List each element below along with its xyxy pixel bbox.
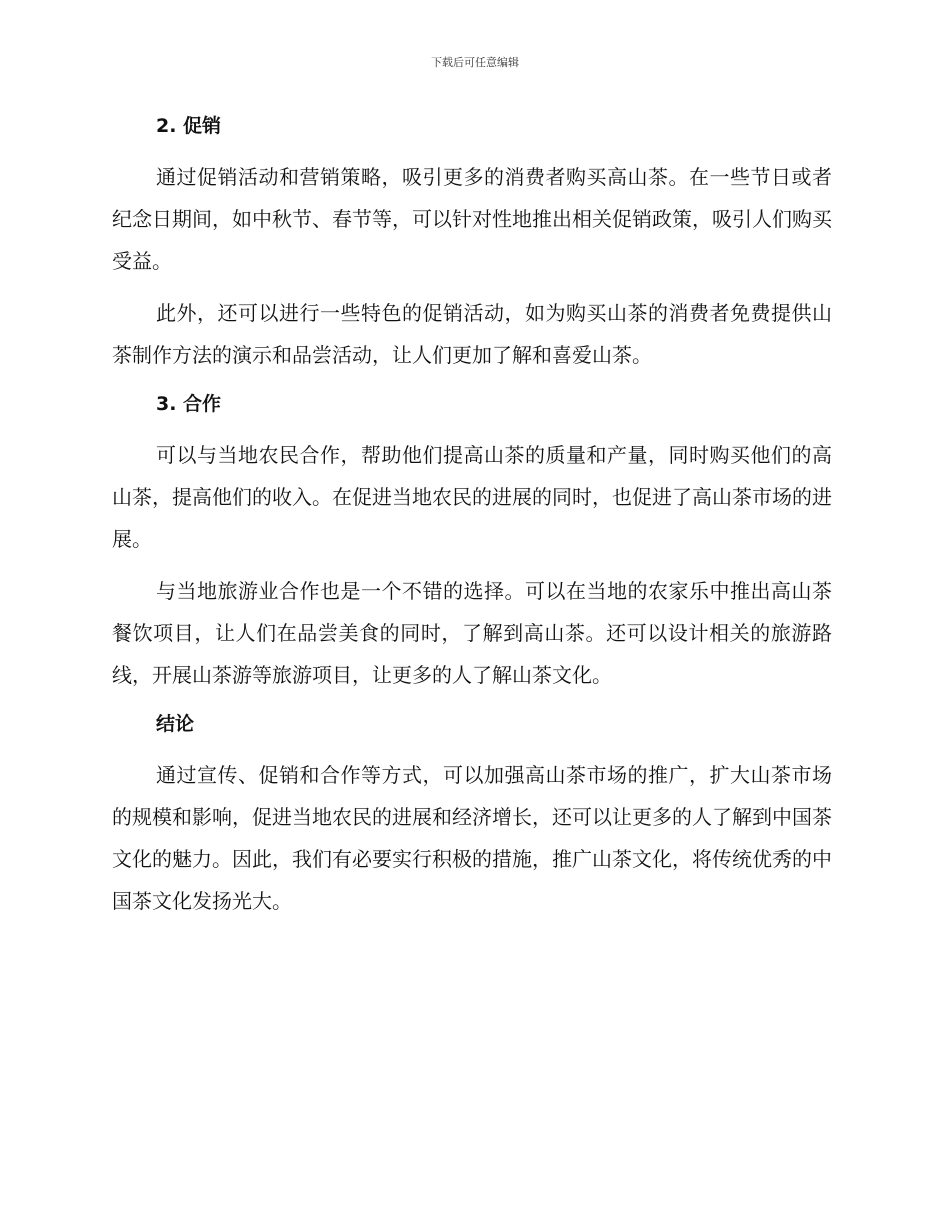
document-body: [112, 108, 832, 922]
paragraph: 通过促销活动和营销策略，吸引更多的消费者购买高山茶。在一些节日或者纪念日期间，如中秋节、春节等，可以针对性地推出相关促销政策，吸引人们购买受益。: [112, 165, 832, 273]
paragraph: 与当地旅游业合作也是一个不错的选择。可以在当地的农家乐中推出高山茶餐饮项目，让人们在品尝美食的同时，了解到高山茶。还可以设计相关的旅游路线，开展山茶游等旅游项目，让更多的人了解山茶文化。: [112, 579, 832, 687]
section-conclusion: [112, 706, 832, 922]
section-promotion: [112, 108, 832, 376]
section-heading: 2. 促销: [156, 115, 222, 137]
section-heading: 3. 合作: [156, 393, 222, 415]
page-header: 下载后可任意编辑: [431, 56, 519, 69]
paragraph: 通过宣传、促销和合作等方式，可以加强高山茶市场的推广，扩大山茶市场的规模和影响，促进当地农民的进展和经济增长，还可以让更多的人了解到中国茶文化的魅力。因此，我们有必要实行积极的措施，推广山茶文化，将传统优秀的中国茶文化发扬光大。: [112, 763, 832, 913]
paragraph: 可以与当地农民合作，帮助他们提高山茶的质量和产量，同时购买他们的高山茶，提高他们的收入。在促进当地农民的进展的同时，也促进了高山茶市场的进展。: [112, 443, 832, 551]
paragraph: 此外，还可以进行一些特色的促销活动，如为购买山茶的消费者免费提供山茶制作方法的演示和品尝活动，让人们更加了解和喜爱山茶。: [112, 301, 832, 367]
section-cooperation: [112, 386, 832, 696]
section-heading: 结论: [156, 713, 195, 735]
